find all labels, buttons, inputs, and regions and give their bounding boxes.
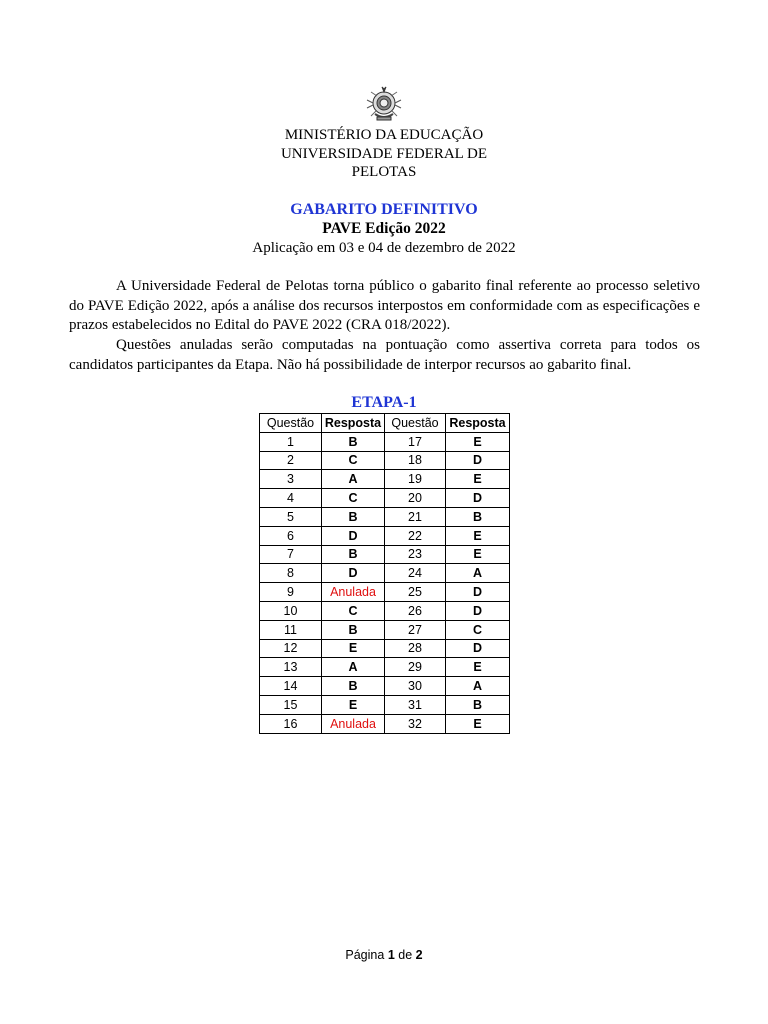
question-number-cell: 12: [260, 639, 322, 658]
question-number-cell: 26: [385, 601, 446, 620]
table-row: [260, 695, 510, 714]
question-number-cell: 23: [385, 545, 446, 564]
table-row: [260, 677, 510, 696]
question-number-cell: 24: [385, 564, 446, 583]
question-number-cell: 16: [260, 714, 322, 733]
question-number-cell: 19: [385, 470, 446, 489]
table-row: [260, 451, 510, 470]
answer-cell: C: [446, 620, 510, 639]
table-row: [260, 432, 510, 451]
page-title: GABARITO DEFINITIVO: [290, 201, 478, 218]
header-questao-1: Questão: [260, 414, 322, 433]
answer-cell: D: [322, 564, 385, 583]
table-row: [260, 639, 510, 658]
question-number-cell: 5: [260, 507, 322, 526]
answer-cell: D: [322, 526, 385, 545]
answer-cell: D: [446, 583, 510, 602]
footer-total-pages: 2: [415, 948, 423, 962]
answer-cell: B: [322, 620, 385, 639]
table-row: [260, 564, 510, 583]
annulled-answer-cell: Anulada: [322, 583, 385, 602]
answer-cell: E: [446, 470, 510, 489]
answer-cell: D: [446, 601, 510, 620]
annulled-answer-cell: Anulada: [322, 714, 385, 733]
question-number-cell: 1: [260, 432, 322, 451]
table-row: [260, 620, 510, 639]
question-number-cell: 28: [385, 639, 446, 658]
question-number-cell: 18: [385, 451, 446, 470]
answer-cell: D: [446, 489, 510, 508]
answer-cell: A: [322, 658, 385, 677]
answer-cell: B: [322, 545, 385, 564]
answer-cell: C: [322, 489, 385, 508]
table-row: [260, 658, 510, 677]
answer-cell: C: [322, 601, 385, 620]
footer-prefix: Página: [345, 948, 385, 962]
answer-cell: A: [446, 677, 510, 696]
etapa-title: ETAPA-1: [351, 394, 417, 411]
edition-title: PAVE Edição 2022: [322, 220, 446, 237]
answer-cell: B: [322, 677, 385, 696]
page-footer: [0, 948, 768, 962]
answer-cell: A: [446, 564, 510, 583]
question-number-cell: 8: [260, 564, 322, 583]
table-row: [260, 714, 510, 733]
brasao-republica-seal: [363, 84, 405, 126]
table-row: [260, 545, 510, 564]
answer-cell: B: [446, 507, 510, 526]
header-questao-2: Questão: [385, 414, 446, 433]
header-city: PELOTAS: [351, 164, 417, 180]
footer-middle: de: [398, 948, 413, 962]
table-row: [260, 470, 510, 489]
question-number-cell: 17: [385, 432, 446, 451]
answer-cell: E: [322, 695, 385, 714]
question-number-cell: 22: [385, 526, 446, 545]
table-row: [260, 526, 510, 545]
question-number-cell: 29: [385, 658, 446, 677]
question-number-cell: 30: [385, 677, 446, 696]
question-number-cell: 6: [260, 526, 322, 545]
question-number-cell: 2: [260, 451, 322, 470]
header-ministry: MINISTÉRIO DA EDUCAÇÃO: [284, 127, 484, 143]
footer-page-number: 1: [387, 948, 395, 962]
answer-cell: E: [446, 545, 510, 564]
question-number-cell: 25: [385, 583, 446, 602]
header-resposta-1: Resposta: [322, 414, 385, 433]
question-number-cell: 7: [260, 545, 322, 564]
table-row: [260, 507, 510, 526]
answer-key-table: [259, 413, 510, 734]
question-number-cell: 20: [385, 489, 446, 508]
question-number-cell: 21: [385, 507, 446, 526]
intro-paragraph: A Universidade Federal de Pelotas torna público o gabarito final referente ao processo seletivo do PAVE Edição 2022, após a análise dos recursos interpostos em conformidade com as especificações e prazos estabelecidos no Edital do PAVE 2022 (CRA 018/2022).: [69, 278, 700, 333]
question-number-cell: 15: [260, 695, 322, 714]
question-number-cell: 9: [260, 583, 322, 602]
question-number-cell: 31: [385, 695, 446, 714]
answer-cell: C: [322, 451, 385, 470]
table-row: [260, 489, 510, 508]
table-row: [260, 583, 510, 602]
question-number-cell: 13: [260, 658, 322, 677]
answer-cell: E: [446, 526, 510, 545]
answer-cell: E: [446, 714, 510, 733]
question-number-cell: 11: [260, 620, 322, 639]
answer-cell: B: [322, 432, 385, 451]
answer-cell: B: [446, 695, 510, 714]
application-date: Aplicação em 03 e 04 de dezembro de 2022: [252, 240, 516, 256]
header-resposta-2: Resposta: [446, 414, 510, 433]
answer-cell: B: [322, 507, 385, 526]
annulled-note-paragraph: Questões anuladas serão computadas na pontuação como assertiva correta para todos os candidatos participantes da Etapa. Não há possibilidade de interpor recursos ao gabarito final.: [69, 337, 700, 373]
question-number-cell: 32: [385, 714, 446, 733]
table-header-row: [260, 414, 510, 433]
table-row: [260, 601, 510, 620]
question-number-cell: 27: [385, 620, 446, 639]
question-number-cell: 10: [260, 601, 322, 620]
question-number-cell: 14: [260, 677, 322, 696]
answer-cell: D: [446, 451, 510, 470]
answer-cell: E: [446, 432, 510, 451]
answer-cell: A: [322, 470, 385, 489]
answer-cell: E: [322, 639, 385, 658]
answer-cell: D: [446, 639, 510, 658]
question-number-cell: 3: [260, 470, 322, 489]
answer-cell: E: [446, 658, 510, 677]
header-university: UNIVERSIDADE FEDERAL DE: [280, 146, 488, 162]
question-number-cell: 4: [260, 489, 322, 508]
